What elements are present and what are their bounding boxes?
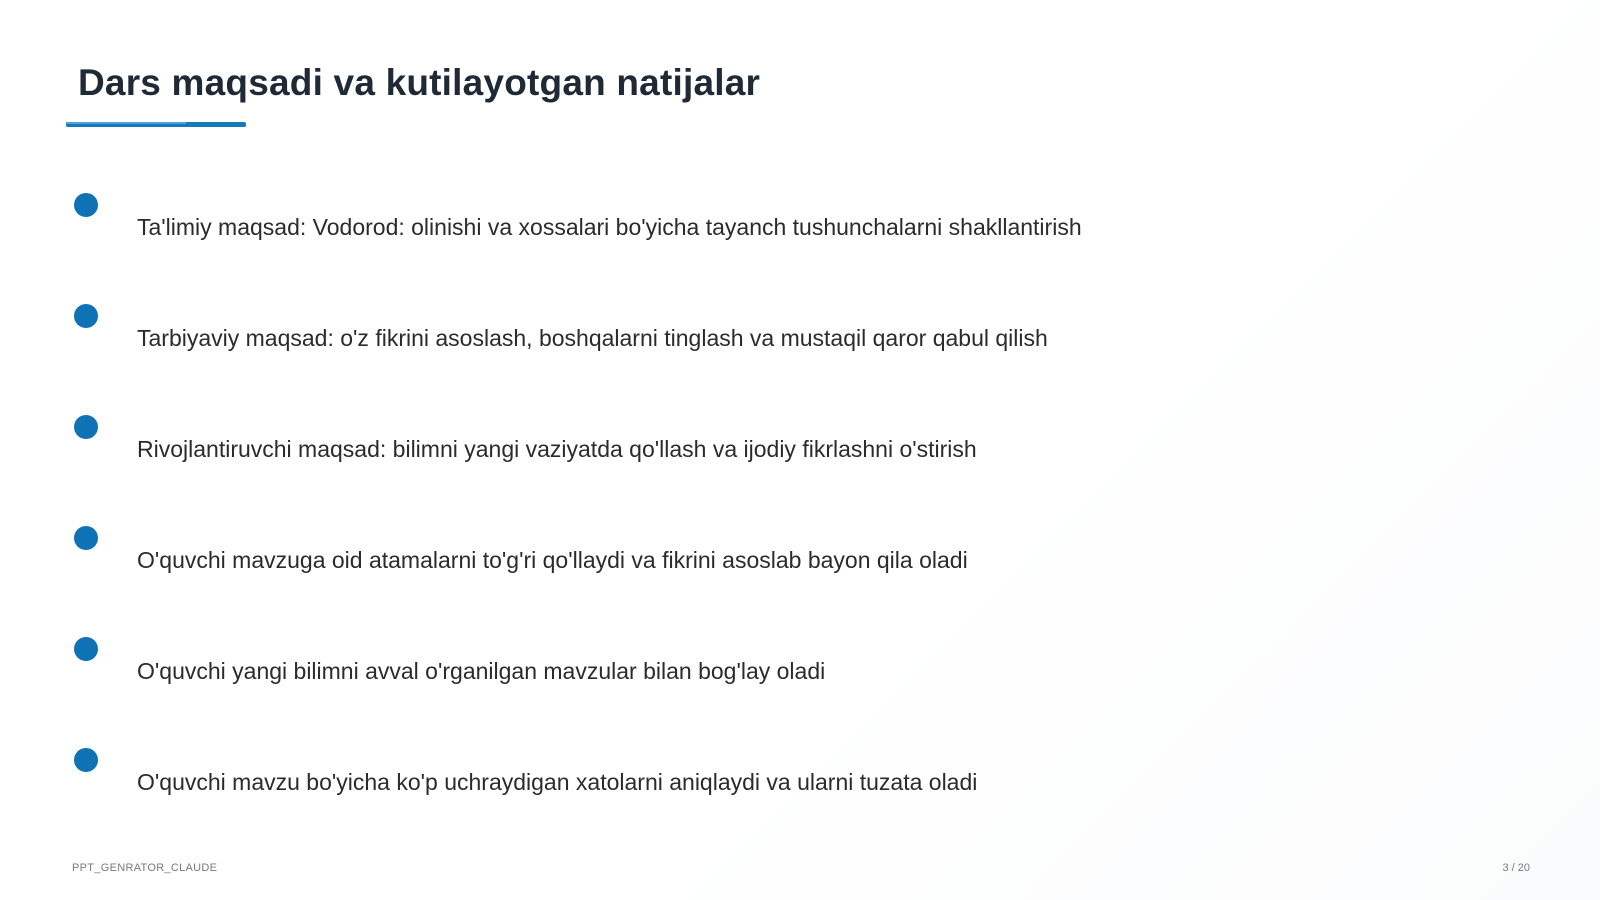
- bullet-text: O'quvchi mavzu bo'yicha ko'p uchraydigan xatolarni aniqlaydi va ularni tuzata oladi: [137, 769, 978, 795]
- footer-source: PPT_GENRATOR_CLAUDE: [72, 862, 218, 874]
- bullet-item: [0, 193, 1600, 253]
- bullet-text: Ta'limiy maqsad: Vodorod: olinishi va xossalari bo'yicha tayanch tushunchalarni shakllantirish: [137, 214, 1082, 240]
- bullet-dot-icon: [74, 526, 98, 550]
- bullet-item: [0, 748, 1600, 808]
- bullet-dot-icon: [74, 304, 98, 328]
- bullet-item: [0, 637, 1600, 697]
- bullet-item: [0, 304, 1600, 364]
- bullet-dot-icon: [74, 748, 98, 772]
- bullet-dot-icon: [74, 193, 98, 217]
- bullet-text: Rivojlantiruvchi maqsad: bilimni yangi vaziyatda qo'llash va ijodiy fikrlashni o'stirish: [137, 436, 977, 462]
- bullet-text: O'quvchi yangi bilimni avval o'rganilgan mavzular bilan bog'lay oladi: [137, 658, 826, 684]
- bullet-item: [0, 415, 1600, 475]
- bullet-text: O'quvchi mavzuga oid atamalarni to'g'ri qo'llaydi va fikrini asoslab bayon qila oladi: [137, 547, 968, 573]
- bullet-item: [0, 526, 1600, 586]
- page-indicator: 3 / 20: [1502, 862, 1530, 874]
- bullet-text: Tarbiyaviy maqsad: o'z fikrini asoslash, boshqalarni tinglash va mustaqil qaror qabul qilish: [137, 325, 1048, 351]
- bullet-dot-icon: [74, 637, 98, 661]
- slide-title: Dars maqsadi va kutilayotgan natijalar: [78, 62, 761, 103]
- bullet-dot-icon: [74, 415, 98, 439]
